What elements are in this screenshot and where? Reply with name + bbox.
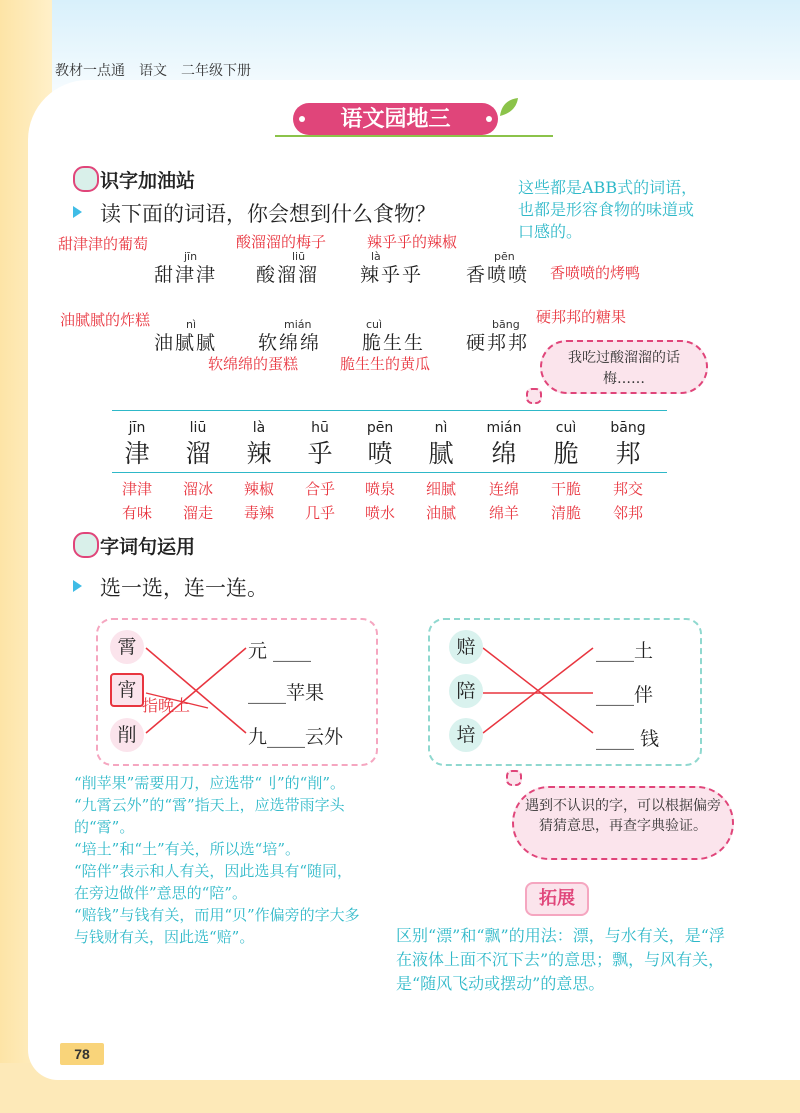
char-word: 清脆 (550, 504, 581, 522)
explanation-item: “培土”和“土”有关，所以选“培”。 (74, 840, 301, 858)
char-word: 合乎 (304, 480, 335, 498)
char-word: 喷泉 (364, 480, 395, 498)
explanation-item: “陪伴”表示和人有关，因此选具有“随同，在旁边做伴”意思的“陪”。 (74, 862, 353, 902)
word-ruanmianmian: 软绵绵 (258, 332, 322, 354)
word-suanliuliu: 酸溜溜 (256, 264, 320, 286)
pinyin: mián (284, 318, 312, 331)
table-top-line (112, 410, 667, 411)
char-word: 津津 (121, 480, 152, 498)
char-word: 连绵 (488, 480, 519, 498)
word-tianjinjin: 甜津津 (154, 264, 218, 286)
char-word: 溜走 (182, 504, 213, 522)
word-cuishengsheng: 脆生生 (362, 332, 426, 354)
fill-option: ____苹果 (248, 682, 325, 704)
fill-option: 元 ____ (248, 640, 312, 662)
instruction-food: 读下面的词语，你会想到什么食物？ (100, 202, 436, 226)
char-word: 喷水 (364, 504, 395, 522)
fill-option: ____土 (596, 640, 654, 662)
leaf-icon (498, 96, 522, 118)
bubble-dot (526, 388, 542, 404)
char-word: 细腻 (425, 480, 456, 498)
word-xiangpenpen: 香喷喷 (466, 264, 530, 286)
char-pinyin: pēn (366, 420, 394, 436)
answer-lahuhu: 辣乎乎的辣椒 (367, 233, 458, 251)
char: 腻 (428, 439, 454, 468)
book-header: 教材一点通 语文 二年级下册 (55, 63, 251, 79)
char-word: 邻邦 (612, 504, 643, 522)
char-word: 油腻 (425, 504, 456, 522)
word-yingbangbang: 硬邦邦 (466, 332, 530, 354)
char-pinyin: liū (189, 420, 207, 436)
bullet-triangle-icon (73, 206, 82, 218)
pinyin: pēn (494, 250, 515, 263)
char: 绵 (491, 439, 517, 468)
pinyin: liū (292, 250, 306, 263)
bullet-triangle-icon (73, 580, 82, 592)
char: 脆 (553, 439, 579, 468)
char-option: 陪 (449, 674, 483, 708)
explanation-item: “九霄云外”的“霄”指天上，应选带雨字头的“霄”。 (74, 796, 345, 836)
page-number: 78 (60, 1043, 104, 1065)
char-word: 毒辣 (243, 504, 274, 522)
title-dot-left (299, 116, 305, 122)
page-title-text: 语文园地三 (340, 106, 451, 132)
fill-option: ____伴 (596, 684, 654, 706)
char-pinyin: bāng (610, 420, 646, 436)
word-younini: 油腻腻 (154, 332, 218, 354)
char-option: 赔 (449, 630, 483, 664)
title-underline (275, 135, 553, 137)
char-word: 有味 (121, 504, 152, 522)
char-option: 宵 (110, 673, 144, 707)
pencil-icon (73, 166, 99, 192)
char-pinyin: là (252, 420, 266, 436)
speech-bubble-2: 遇到不认识的字，可以根据偏旁猜猜意思，再查字典验证。 (512, 786, 734, 860)
explanation-item: “削苹果”需要用刀，应选带“刂”的“削”。 (74, 774, 346, 792)
pencil-icon (73, 532, 99, 558)
char-pinyin: nì (434, 420, 448, 436)
char: 辣 (246, 439, 272, 468)
char-word: 辣椒 (243, 480, 274, 498)
table-mid-line (112, 472, 667, 473)
pinyin: nì (186, 318, 197, 331)
char-pinyin: jīn (128, 420, 146, 436)
char-word: 干脆 (550, 480, 581, 498)
answer-yingbangbang: 硬邦邦的糖果 (536, 308, 627, 326)
char-word: 绵羊 (488, 504, 519, 522)
char-option: 削 (110, 718, 144, 752)
page-title (293, 103, 498, 135)
fill-option: 九____云外 (248, 726, 344, 748)
tuozhan-text: 区别“漂”和“飘”的用法：漂，与水有关，是“浮在液体上面不沉下去”的意思；飘，与风有关，是“随风飞动或摆动”的意思。 (396, 926, 725, 993)
char: 津 (124, 439, 150, 468)
tuozhan-badge: 拓展 (525, 882, 589, 916)
section-title-shizi: 识字加油站 (100, 170, 196, 192)
char-pinyin: cuì (555, 420, 577, 436)
explanation-list (74, 772, 364, 948)
hint-note: 指晚上 (142, 696, 191, 715)
answer-younini: 油腻腻的炸糕 (60, 311, 151, 329)
fill-option: ____ 钱 (596, 728, 660, 750)
section-title-zici: 字词句运用 (100, 536, 196, 558)
answer-cuishengsheng: 脆生生的黄瓜 (340, 355, 431, 373)
char-option: 霄 (110, 630, 144, 664)
char-word: 溜冰 (182, 480, 213, 498)
pinyin: jīn (184, 250, 198, 263)
pinyin: bāng (492, 318, 520, 331)
char: 邦 (615, 439, 641, 468)
char-word: 几乎 (304, 504, 335, 522)
char: 喷 (367, 439, 393, 468)
abb-note: 这些都是ABB式的词语，也都是形容食物的味道或口感的。 (518, 178, 698, 241)
char: 乎 (307, 439, 333, 468)
title-dot-right (486, 116, 492, 122)
answer-xiangpenpen: 香喷喷的烤鸭 (550, 264, 641, 282)
char-pinyin: mián (486, 420, 522, 436)
answer-ruanmianmian: 软绵绵的蛋糕 (208, 355, 299, 373)
answer-tianjinjin: 甜津津的葡萄 (58, 235, 149, 253)
char: 溜 (185, 439, 211, 468)
pinyin: là (371, 250, 381, 263)
char-word: 邦交 (612, 480, 643, 498)
answer-suanliuliu: 酸溜溜的梅子 (236, 233, 327, 251)
pinyin: cuì (366, 318, 383, 331)
instruction-connect: 选一选，连一连。 (100, 576, 268, 600)
char-pinyin: hū (311, 420, 329, 436)
word-lahuhu: 辣乎乎 (360, 264, 424, 286)
explanation-item: “赔钱”与钱有关，而用“贝”作偏旁的字大多与钱财有关，因此选“赔”。 (74, 906, 360, 946)
speech-bubble-1: 我吃过酸溜溜的话梅…… (540, 340, 708, 394)
char-option: 培 (449, 718, 483, 752)
bubble-dot (506, 770, 522, 786)
